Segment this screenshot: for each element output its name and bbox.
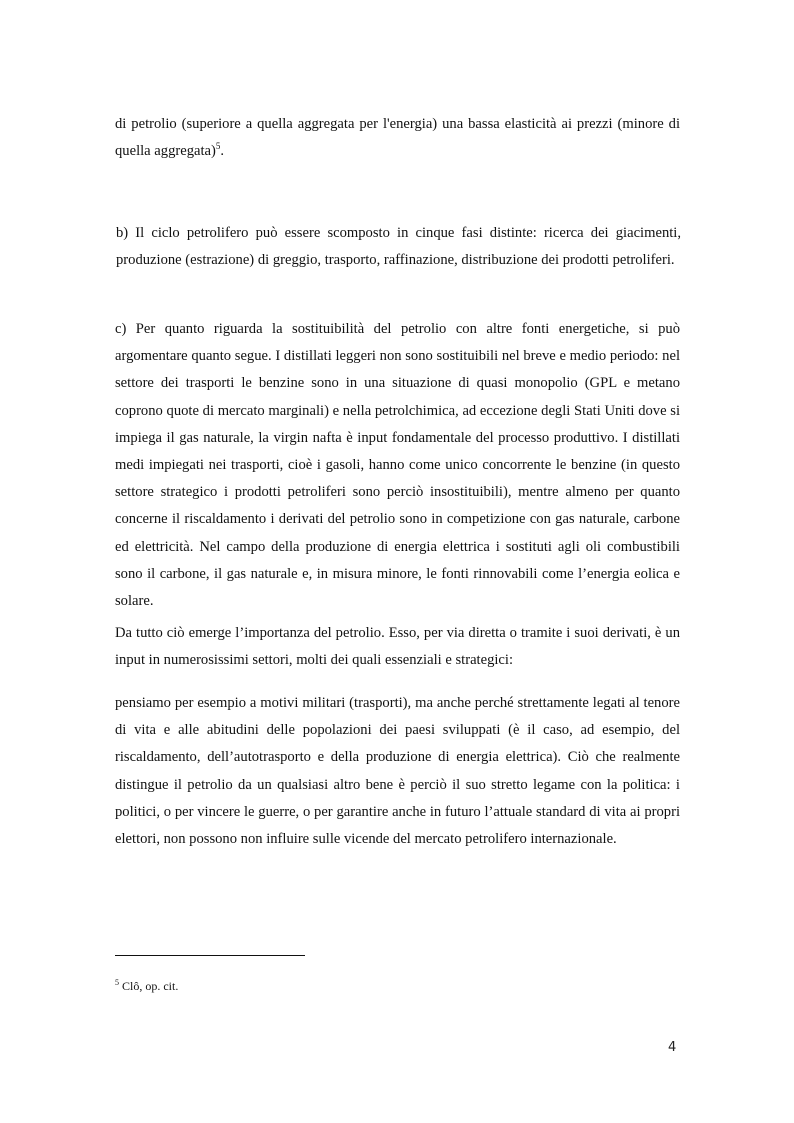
footnote-reference[interactable]: 5 [215, 141, 221, 152]
paragraph-importance: Da tutto ciò emerge l’importanza del petrolio. Esso, per via diretta o tramite i suoi derivati, è un input in numerosissimi settori, molti dei quali essenziali e strategici: [115, 625, 680, 668]
paragraph-elasticity-text: di petrolio (superiore a quella aggregata per l'energia) una bassa elasticità ai prezzi (minore di quella aggregata) [115, 116, 680, 160]
paragraph-substitutability: c) Per quanto riguarda la sostituibilità del petrolio con altre fonti energetiche, si può argomentare quanto segue. I distillati leggeri non sono sostituibili nel breve e medio periodo: nel settore dei trasporti le benzine sono in una situazione di quasi monopolio (GPL e metano coprono quote di mercato marginali) e nella petrolchimica, ad eccezione degli Stati Uniti dove si impiega il gas naturale, la virgin nafta è input fondamentale del processo produttivo. I distillati medi impiegati nei trasporti, cioè i gasoli, hanno come unico concorrente le benzine (in questo settore strategico i prodotti petroliferi sono perciò insostituibili), mentre almeno per quanto concerne il riscaldamento i derivati del petrolio sono in competizione con gas naturale, carbone ed elettricità. Nel campo della produzione di energia elettrica i sostituti agli oli combustibili sono il carbone, il gas naturale e, in misura minore, le fonti rinnovabili come l’energia eolica e solare. [115, 321, 680, 610]
paragraph-oil-cycle: b) Il ciclo petrolifero può essere scomposto in cinque fasi distinte: ricerca dei giacimenti, produzione (estrazione) di greggio, trasporto, raffinazione, distribuzione dei prodotti petroliferi. [116, 225, 681, 269]
footnote-separator [115, 955, 305, 956]
footnote-text: Clô, op. cit. [119, 979, 179, 993]
paragraph-elasticity-end: . [220, 143, 225, 160]
paragraph-politics: pensiamo per esempio a motivi militari (trasporti), ma anche perché strettamente legati al tenore di vita e alle abitudini delle popolazioni dei paesi sviluppati (è il caso, ad esempio, del riscaldamento, dell’autotrasporto e della produzione di energia elettrica). Ciò che realmente distingue il petrolio da un qualsiasi altro bene è perciò il suo stretto legame con la politica: i politici, o per vincere le guerre, o per garantire anche in futuro l’attuale standard di vita ai propri elettori, non possono non influire sulle vicende del mercato petrolifero internazionale. [115, 695, 680, 848]
footnote [115, 978, 178, 994]
paragraph-elasticity [115, 111, 680, 165]
footnote-number: 5 [115, 978, 119, 987]
page-number: 4 [668, 1040, 677, 1055]
